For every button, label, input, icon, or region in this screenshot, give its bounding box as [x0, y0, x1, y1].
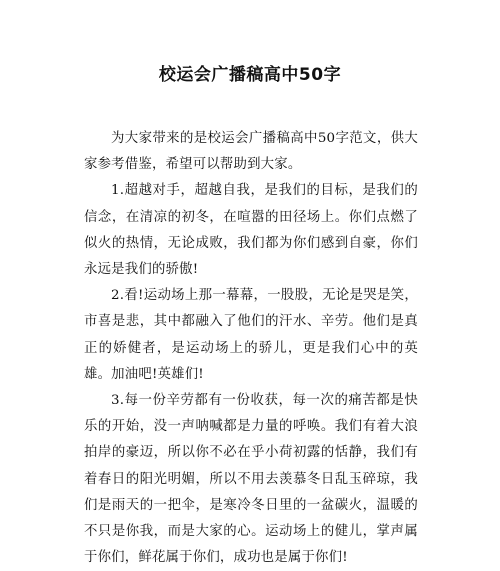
- paragraph-3: 3.每一份辛劳都有一份收获，每一次的痛苦都是快乐的开始，没一声呐喊都是力量的呼唤。我们有着大浪拍岸的豪迈，所以你不必在乎小荷初露的恬静，我们有着春日的阳光明媚，所以不用去羡慕冬日乱玉碎琼，我们是雨天的一把伞，是寒冷冬日里的一盆碳火，温暖的不只是你我，而是大家的心。运动场上的健儿，掌声属于你们，鲜花属于你们，成功也是属于你们!: [84, 393, 418, 566]
- paragraph-2: 2.看!运动场上那一幕幕，一股股，无论是哭是笑，市喜是悲，其中都融入了他们的汗水、辛劳。他们是真正的娇健者，是运动场上的骄儿，更是我们心中的英雄。加油吧!英雄们!: [84, 288, 418, 382]
- document-title: 校运会广播稿高中50字: [158, 65, 342, 85]
- document-body: [84, 126, 418, 571]
- intro-paragraph: 为大家带来的是校运会广播稿高中50字范文，供大家参考借鉴，希望可以帮助到大家。: [84, 131, 418, 173]
- paragraph-1: 1.超越对手，超越自我，是我们的目标，是我们的信念，在清凉的初冬，在喧嚣的田径场上。你们点燃了似火的热情，无论成败，我们都为你们感到自豪，你们永远是我们的骄傲!: [84, 183, 418, 278]
